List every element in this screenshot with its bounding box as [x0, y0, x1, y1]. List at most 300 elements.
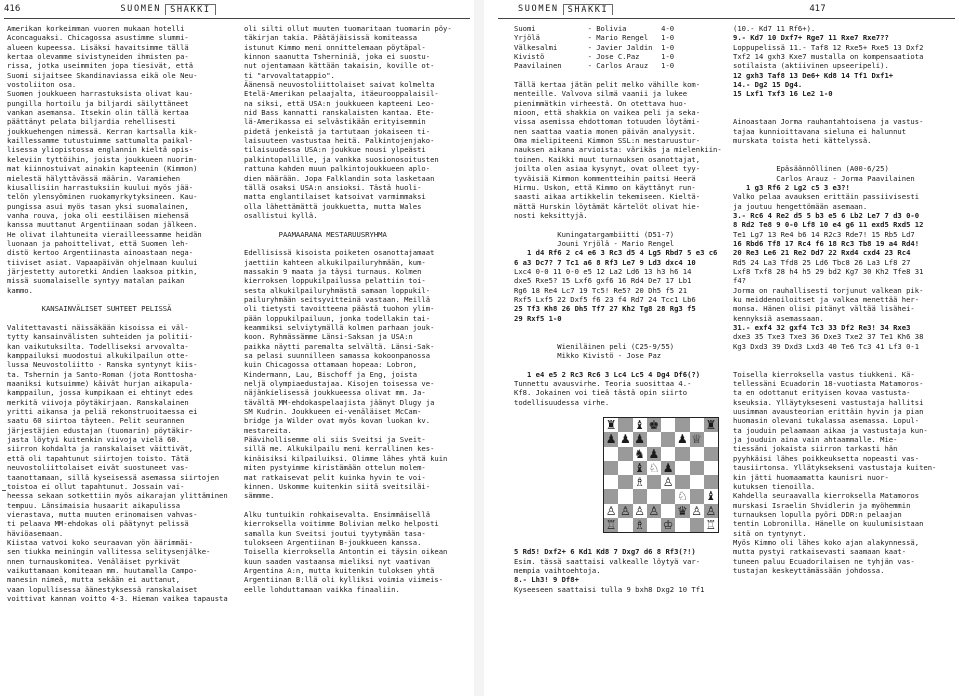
- board-square: [675, 447, 689, 461]
- text-line: kierroksen loppukilpailussa pelattiin toi-: [244, 276, 426, 286]
- text-line: ta. Tshernin ja Santo-Roman (jota Ronttosha-: [7, 369, 198, 379]
- text-line: tilaisuudessa USA:n joukkue nousi ylpeästi: [244, 145, 426, 155]
- text-line: mat ratkaisevat pelit kuinka hyvin te voi-: [244, 472, 426, 482]
- text-line: missä suomalaiselle syntyy matalan paikan: [7, 276, 185, 286]
- text-line: Esim. tässä saattaisi valkealle löytyä var-: [514, 556, 701, 566]
- board-square: [690, 418, 704, 432]
- board-square: [647, 432, 661, 446]
- text-line: sotilaista (aktiivinen upseeripeli).: [733, 61, 889, 71]
- text-line: ta jouduin pelaamaan aikaa ja vastustaja kun-: [733, 425, 928, 435]
- text-line: vostoliiton osa.: [7, 80, 77, 90]
- text-line: Edellisissä kisoista poiketen osanottajamaat: [244, 248, 435, 258]
- text-line: tiiviset asiat. Vapaapäivän ohjelmaan kuului: [7, 257, 198, 267]
- text-line: samalla kun Sveitsi joutui tyytymään tasa-: [244, 528, 426, 538]
- text-line: [733, 351, 957, 360]
- text-line: Etelä-Amerikan pelaajalta, itäeurooppalaisil-: [244, 89, 439, 99]
- left-page-header: [4, 4, 216, 15]
- text-line: Kg3 Dxd3 39 Dxd3 Lxd3 40 Te6 Tc3 41 Lf3 0-1: [733, 341, 920, 351]
- text-line: manesin nimeä, mutta sekään ei auttanut,: [7, 575, 181, 585]
- text-line: Rd5 24 La3 Tfd8 25 Ld6 Tbc8 26 La3 Lf8 27: [733, 257, 911, 267]
- text-line: tempuu. Länsimaisia husaarit aikapulissa: [7, 500, 181, 510]
- text-line: ku meiddenoiloitset ja valkea menettää her-: [733, 294, 920, 304]
- text-line: Rxf5 Lxf5 22 Dxf5 f6 23 f4 Rd7 24 Tcc1 Lb6: [514, 294, 696, 304]
- text-line: kuun saaden vastaansa mieliksi nyt vaativan: [244, 556, 431, 566]
- text-line: 8.- Lh3! 9 Df8+: [514, 575, 579, 585]
- board-square: ♟: [662, 460, 674, 475]
- text-line: Kyseeseen saattaisi tulla 9 bxh8 Dxg2 10 Tf1: [514, 584, 705, 594]
- text-line: turnauksen lopulla pyöri DDR:n pelaajan: [733, 509, 902, 519]
- text-line: että oli tapahtunut siirtojen toisto. Tätä: [7, 453, 189, 463]
- text-line: kaillessamme tutustuimme sattumalta paikal-: [7, 136, 194, 146]
- right-header-section: SUOMEN: [518, 4, 559, 14]
- text-line: pienimmätkin virheestä. On otettava huo-: [514, 98, 688, 108]
- text-line: laisuuteen vastustaa heitä. Palkintojenjako-: [244, 136, 435, 146]
- text-line: [514, 71, 726, 80]
- board-square: ♖: [705, 517, 717, 532]
- text-line: [733, 145, 957, 154]
- text-line: mutta pystyi ratkaisevasti saamaan kaat-: [733, 547, 907, 557]
- text-line: distö kertoo Argentiinasta ainoastaan nega-: [7, 248, 194, 258]
- text-line: vaan lopullisessa äänestyksessä ranskalaiset: [7, 584, 198, 594]
- text-line: jaettiin kahteen alkukilpailuryhmään, kum-: [244, 257, 426, 267]
- text-line: kierroksella voitimme Bolivian melko helposti: [244, 519, 439, 529]
- text-line: sesta alkukilpailuryhmästä samaan loppukil-: [244, 285, 431, 295]
- text-line: 1 d4 Rf6 2 c4 e6 3 Rc3 d5 4 Lg5 Rbd7 5 e3 c6: [514, 248, 718, 258]
- text-line: [244, 239, 474, 248]
- board-square: [704, 475, 718, 489]
- board-square: [690, 489, 704, 503]
- text-line: kinnon saanutta Tsherniniä, joka ei suostu-: [244, 52, 431, 62]
- right-page: [484, 0, 959, 696]
- text-line: joilta olen asiaa kysynyt, ovat olleet tyy-: [514, 164, 701, 174]
- board-square: ♕: [691, 432, 702, 447]
- right-column-2: [733, 24, 957, 575]
- text-line: kutuksen tienoilla.: [733, 481, 816, 491]
- text-line: [733, 360, 957, 369]
- board-square: ♙: [634, 503, 645, 518]
- text-line: murskata toista heti kättelyssä.: [733, 136, 872, 146]
- board-square: ♝: [705, 489, 717, 504]
- text-line: [7, 314, 239, 323]
- text-line: keammiksi selviytymällä kolmen parhaan jouk-: [244, 323, 435, 332]
- text-line: täkirjan takia. Päätäjäisissä komiteassa: [244, 33, 418, 43]
- text-line: Suomi - Bolivia 4-0: [514, 24, 675, 33]
- text-line: kamppailun, jossa kumpikaan ei ehtinyt edes: [7, 388, 194, 398]
- board-square: ♚: [648, 418, 660, 433]
- text-line: nut ojentamaan kättään takaisin, koville ot-: [244, 61, 435, 71]
- text-line: pailuryhmään seitsyvitteinä vastaan. Meillä: [244, 294, 431, 304]
- text-line: rattuna kahden muun palkintojoukkueen aplo-: [244, 164, 431, 174]
- board-square: ♙: [648, 503, 660, 518]
- text-line: osallistui kyllä.: [244, 210, 318, 220]
- text-line: Suomi sijaitsee Skandinaviassa eikä ole Neu-: [7, 70, 198, 80]
- text-line: bridge ja Wilder ovat myös kovan luokan kv.: [244, 416, 431, 426]
- text-line: tävältä MM-ehdokaspelaajista jäänyt Dlugy ja: [244, 397, 435, 407]
- text-line: nen saattaa vaatia monen päivän analyysit.: [514, 126, 696, 136]
- board-square: [618, 518, 632, 532]
- board-square: ♗: [634, 517, 645, 532]
- board-square: ♟: [605, 432, 617, 447]
- left-column-1: [7, 24, 239, 603]
- right-header-rule: [498, 18, 955, 19]
- text-line: 9.- Kd7 10 Dxf7+ Rge7 11 Rxe7 Rxe7??: [733, 33, 889, 43]
- text-line: taanottamaan, sillä kyseisessä asemassa siirtojen: [7, 472, 220, 482]
- text-line: neuvostoliittolaiset eivät suostuneet vas-: [7, 463, 189, 473]
- text-line: Txf2 14 gxh3 Kxe7 mustalla on kompensaatiota: [733, 52, 924, 62]
- text-line: Valko pelaa avauksen erittäin passiivisesti: [733, 192, 920, 202]
- text-line: 6 a3 Dc7? 7 Tc1 a6 8 Rf3 Le7 9 Ld3 dxc4 10: [514, 257, 696, 267]
- text-line: kan vaikutuksilta. Todelliseksi arvovalta-: [7, 341, 189, 351]
- board-square: [661, 447, 675, 461]
- text-line: ja joutuu hengettömään asemaan.: [733, 201, 868, 211]
- board-square: ♖: [605, 517, 617, 532]
- right-page-number: 417: [809, 4, 826, 14]
- board-square: [618, 447, 632, 461]
- text-line: tustajan keskeyttämässään johdossa.: [733, 565, 885, 575]
- text-line: Hirmu. Uskon, että Kimmo on käyttänyt run-: [514, 182, 696, 192]
- board-square: [675, 518, 689, 532]
- text-line: 1 e4 e5 2 Rc3 Rc6 3 Lc4 Lc5 4 Dg4 Df6(?): [514, 369, 701, 379]
- text-line: lisessa yliopistossa englannin kieltä opis-: [7, 145, 194, 155]
- page-gutter: [474, 0, 484, 696]
- board-square: ♔: [662, 517, 674, 532]
- text-line: olla lähettämättä joukkuetta, mutta Wales: [244, 201, 422, 211]
- right-page-header: [514, 4, 826, 15]
- board-square: ♗: [634, 475, 645, 490]
- board-square: [618, 418, 632, 432]
- board-square: ♙: [662, 475, 674, 490]
- board-square: ♙: [619, 503, 631, 518]
- text-line: tiessäni jokaista siirron tarkasti hän: [733, 444, 898, 454]
- text-line: SM Kudrin. Joukkueen ei-venäläiset McCam-: [244, 407, 422, 417]
- text-line: paikka näytti paremalta selvältä. Länsi-Sak-: [244, 341, 435, 351]
- board-square: ♟: [648, 446, 660, 461]
- board-square: ♞: [634, 446, 645, 461]
- board-square: [604, 461, 618, 475]
- text-line: siirron kohdalta ja ranskalaiset väittivät,: [7, 444, 194, 454]
- text-line: Kivistö - Jose C.Paz 1-0: [514, 52, 675, 62]
- text-line: 29 Rxf5 1-0: [514, 313, 562, 323]
- text-line: mioon, että shakkia on vaikea peli ja seka-: [514, 108, 701, 118]
- text-line: 1 g3 Rf6 2 Lg2 c5 3 e3?!: [733, 182, 850, 192]
- text-line: kin jätti huomaamatta kaunisri nuor-: [733, 472, 889, 482]
- text-line: Wieniläinen peli (C25-9/55): [514, 341, 675, 351]
- text-line: 20 Re3 Le6 21 Re2 Dd7 22 Rxd4 cxd4 23 Rc4: [733, 248, 911, 258]
- text-line: saatu 60 siirtoa täyteen. Pelit seurannen: [7, 416, 185, 426]
- text-line: 25 Tf3 Kh8 26 Dh5 Tf7 27 Kh2 Tg8 28 Rg3 f5: [514, 304, 696, 314]
- text-line: kseuksia. Ylläytykseseni vastustaja hallitsi: [733, 397, 924, 407]
- text-line: [244, 220, 474, 229]
- text-line: sillä me. Alkukilpailu meni kerrallinen kes-: [244, 444, 435, 454]
- board-square: ♝: [634, 460, 645, 475]
- board-square: [604, 475, 618, 489]
- text-line: Kindermann, Lau, Bischoff ja Eng, joista: [244, 369, 418, 379]
- text-line: 8 Rd2 Te8 9 0-0 Lf8 10 e4 g6 11 exd5 Rxd5 12: [733, 220, 924, 230]
- text-line: tulokseen Argentiinan B-joukkueen kanssa.: [244, 537, 422, 547]
- text-line: matta englantilaiset katsoivat varmimmaksi: [244, 192, 426, 202]
- text-line: Äänensä neuvostoliittolaiset saivat kolmelta: [244, 80, 435, 90]
- board-square: [647, 518, 661, 532]
- text-line: Mikko Kivistö - Jose Paz: [514, 351, 662, 361]
- text-line: tentin Lobronilla. Hänelle on kuulumisistaan: [733, 519, 924, 529]
- text-line: Välkesalmi - Javier Jaldin 1-0: [514, 42, 675, 52]
- text-line: todellisuudessa virhe.: [514, 397, 610, 407]
- text-line: tellessäni Ecuadorin 18-vuotiasta Matamoros-: [733, 379, 924, 389]
- text-line: 3.- Rc6 4 Re2 d5 5 b3 e5 6 Lb2 Le7 7 d3 0-0: [733, 210, 920, 220]
- text-line: päättänyt pelata biljardia rehellisesti: [7, 117, 176, 127]
- text-line: pään loppukilpailuun, jonka todellakin tai-: [244, 313, 431, 323]
- text-line: Lxc4 0-0 11 0-0 e5 12 La2 Ld6 13 h3 h6 14: [514, 266, 692, 276]
- text-line: maaniksi kutsuimme) käivät hurjan aikapula-: [7, 379, 194, 389]
- text-line: neljä olympiaedustajaa. Kisojen toisessa ve-: [244, 379, 435, 389]
- text-line: [733, 155, 957, 164]
- text-line: Toisella kierroksella vastus tiukkeni. Kä-: [733, 369, 915, 379]
- text-line: pungissa asui myös tasan yksi suomalainen,: [7, 201, 189, 211]
- text-line: heessa sekaan sotkettiin myös aikarajan ylittäminen: [7, 491, 228, 501]
- text-line: f4?: [733, 276, 746, 286]
- margin-mark: [2, 490, 6, 491]
- text-line: sämmme.: [244, 491, 275, 501]
- text-line: mat kiinnostuivat ainakin kapteenin (Kimmon): [7, 164, 198, 174]
- board-square: [704, 461, 718, 475]
- text-line: Suomen joukkueen harrastuksista olivat kau-: [7, 89, 194, 99]
- text-line: miten pystyimme kiristämään ottelun molem-: [244, 463, 426, 473]
- text-line: Kiistaa vatvoi koko seuraavan yön äärimmäi-: [7, 537, 194, 547]
- text-line: telön ylensyöminen ruokamyrkytyksineen. Kau-: [7, 192, 198, 202]
- text-line: nauksen aikana arvioista: värikäs ja mielenkiin-: [514, 145, 722, 155]
- text-line: kuin Chicagossa ottamaan hopeaa: Lobron,: [244, 360, 418, 370]
- text-line: [514, 407, 726, 416]
- text-line: kinäisiksi kilpailuiksi. Olimme lähes yhtä kuin: [244, 453, 448, 463]
- text-line: näjänkielisessä joukkueessa olivat mm. Ja-: [244, 388, 426, 398]
- text-line: Jouni Yrjölä - Mario Rengel: [514, 238, 675, 248]
- text-line: [514, 220, 726, 229]
- text-line: tytty kansainvälisten suhteiden ja politii-: [7, 332, 194, 342]
- text-line: nnen turnauskomitea. Venäläiset pyrkivät: [7, 556, 181, 566]
- text-line: (10.- Kd7 11 Rf6+).: [733, 24, 816, 33]
- text-line: kertaa olevamme sivistyneiden ihmisten pa-: [7, 52, 189, 62]
- text-line: nosti keksittyjä.: [514, 210, 588, 220]
- text-line: voittivat kannan voitto 4-3. Hieman vaikea tapausta: [7, 593, 228, 603]
- text-line: uusimman avausteorian erittäin hyvin ja pian: [733, 407, 924, 417]
- board-square: ♟: [676, 432, 688, 447]
- text-line: järjestäjien edustajan (tuomarin) pöytäkir-: [7, 425, 194, 435]
- text-line: Carlos Arauz - Jorma Paavilainen: [733, 173, 915, 183]
- board-square: ♝: [634, 418, 645, 433]
- text-line: rissa, jotka useimmiten jopa tiesivät, että: [7, 61, 194, 71]
- text-line: eelle lohduttamaan vaikka finaaliin.: [244, 584, 400, 594]
- text-line: Amerikan korkeimman vuoren mukaan hotelli: [7, 24, 185, 33]
- text-line: Jorma on rauhallisesti torjunut valkean pik-: [733, 285, 924, 295]
- text-line: vankan asemansa. Itsekin olin tällä kertaa: [7, 108, 189, 118]
- text-line: merkitä viivoja pöytäkirjaan. Ranskalainen: [7, 397, 189, 407]
- text-line: mättä Hurskin löytämät kärtelöt olivat hie-: [514, 201, 701, 211]
- text-line: kiusallisiin harrastuksiin kuului myös jää-: [7, 182, 194, 192]
- left-column-2: [244, 24, 474, 594]
- left-header-tab: SHAKKI: [165, 4, 216, 15]
- text-line: kinnen. Uskomme kuitenkin siitä sveitsiläi-: [244, 481, 431, 491]
- text-line: murskasi Israelin Shvidlerin ja myöhemmin: [733, 500, 911, 510]
- text-line: [244, 501, 474, 510]
- text-line: toinen. Kaikki muut turnauksen osanottajat,: [514, 154, 701, 164]
- board-square: [675, 475, 689, 489]
- board-square: ♜: [705, 418, 717, 433]
- text-line: kamppailuksi muodostui alkukilpailun otte-: [7, 351, 189, 361]
- text-line: Myös Kimmo oli lähes koko ajan alakynnessä,: [733, 537, 920, 547]
- board-square: [661, 504, 675, 518]
- text-line: vanha rouva, joka oli eestiläisen miehensä: [7, 210, 189, 220]
- text-line: häviöasemaan.: [7, 528, 64, 538]
- chess-diagram: [603, 417, 719, 533]
- board-square: [704, 432, 718, 446]
- text-line: monsa. Hänen olisi pitänyt vältää lisähei-: [733, 304, 915, 314]
- board-square: [690, 461, 704, 475]
- left-header-rule: [4, 18, 470, 19]
- text-line: Kuningatargambiitti (D51-7): [514, 229, 675, 239]
- text-line: pungilla hortoilu ja biljardi säilyttäneet: [7, 98, 189, 108]
- text-line: sa pelasi suunnilleen samassa kokoonpanossa: [244, 351, 431, 361]
- text-line: [733, 108, 957, 117]
- text-line: mestareita.: [244, 425, 292, 435]
- text-line: 14.- Dg2 15 Dg4.: [733, 80, 803, 90]
- board-square: [633, 489, 647, 503]
- text-line: dxe5 Rxe5? 15 Lxf6 gxf6 16 Rd4 De7 17 Lb1: [514, 276, 692, 286]
- text-line: kammo.: [7, 285, 33, 295]
- board-square: [604, 489, 618, 503]
- text-line: istunut Kimmo meni onnittelemaan pöytäpal-: [244, 42, 426, 52]
- board-square: [690, 447, 704, 461]
- text-line: Päävihollisemme oli siis Sveitsi ja Sveit-: [244, 435, 426, 445]
- board-square: ♙: [605, 503, 617, 518]
- board-square: [618, 461, 632, 475]
- text-line: alueen kupeessa. Lisäksi havaitsimme tällä: [7, 42, 189, 52]
- text-line: KANSAINVÄLISET SUHTEET PELISSÄ: [7, 304, 172, 314]
- text-line: pyyhkäisi lähes poikkeuksetta nopeasti vas-: [733, 453, 920, 463]
- text-line: ja jouduin aina vain ahtaammalle. Mie-: [733, 435, 898, 445]
- text-line: vierastava, mutta muuten erinomaisen vahvas-: [7, 509, 198, 519]
- text-line: Oma mielipiteeni Kimmon SSL:n mestaruustur-: [514, 136, 701, 146]
- text-line: Lxf8 Txf8 28 h4 h5 29 bd2 Kg7 30 Kh2 Tfe8 31: [733, 266, 924, 276]
- text-line: [733, 99, 957, 108]
- board-square: [675, 461, 689, 475]
- text-line: saasti aikaa artikkelin tekemiseen. Kieltä-: [514, 192, 701, 202]
- text-line: järjestetty autoretki Andien laaksoa pitkin,: [7, 266, 198, 276]
- board-square: [704, 447, 718, 461]
- text-line: 5 Rd5! Dxf2+ 6 Kd1 Kd8 7 Dxg7 d6 8 Rf3(?!): [514, 547, 696, 557]
- board-square: ♜: [605, 418, 617, 433]
- text-line: vissa asemissa ehdottoman totuuden löytämi-: [514, 117, 701, 127]
- text-line: Argentina A:n, mutta kuitenkin tuloksen yhtä: [244, 565, 435, 575]
- text-line: huomasin olevani tukalassa asemassa. Lopul-: [733, 416, 920, 426]
- text-line: nid Bass kannatti ranskalaisten kantaa. Ete-: [244, 108, 435, 118]
- text-line: dien määrään. Jopa Falklandin sota lasketaan: [244, 173, 435, 183]
- board-square: [618, 475, 632, 489]
- board-square: [661, 489, 675, 503]
- text-line: Tällä kertaa jätän pelit melko vähille kom-: [514, 80, 701, 90]
- board-square: ♙: [691, 503, 702, 518]
- text-line: Te1 Lg7 13 Re4 b6 14 R2c3 Rde7! 15 Rb5 Ld7: [733, 229, 915, 239]
- text-line: ti "arvovaltatappio".: [244, 70, 335, 80]
- text-line: sen tiukka meiningin vallitessa selitysenjälke-: [7, 547, 211, 557]
- text-line: vaikuttamaan komiteaan mm. huutamalla Campo-: [7, 565, 198, 575]
- text-line: jasta löytyi kuitenkin viivoja vielä 60.: [7, 435, 181, 445]
- left-header-section: SUOMEN: [120, 4, 162, 14]
- text-line: mempia vaihtoehtoja.: [514, 565, 601, 575]
- text-line: keleviin tyttöihin, joista joukkueen nuorim-: [7, 154, 198, 164]
- text-line: ta en odottanut erityisen kovaa vastusta-: [733, 388, 911, 398]
- board-square: ♙: [705, 503, 717, 518]
- text-line: Tunnettu avausvirhe. Teoria suosittaa 4.-: [514, 379, 692, 389]
- text-line: mielestä hälyttävässä määrin. Varamiehen: [7, 173, 181, 183]
- text-line: Rg6 18 Re4 Lc7 19 Tc5! Re5? 20 Dh5 f5 21: [514, 285, 688, 295]
- text-line: yritti aikansa ja peliä rekonstruoitaessa ei: [7, 407, 198, 417]
- board-square: ♟: [619, 432, 631, 447]
- board-square: [604, 447, 618, 461]
- text-line: luonaan ja pahoittelivat, että Suomen leh-: [7, 238, 189, 248]
- board-square: ♘: [648, 460, 660, 475]
- board-square: [690, 475, 704, 489]
- text-line: 15 Lxf1 Txf3 16 Le2 1-0: [733, 89, 833, 99]
- text-line: [514, 332, 726, 341]
- right-header-tab: SHAKKI: [563, 4, 614, 15]
- text-line: Aconcaguaksi. Chicagossa asustimme slummi-: [7, 33, 189, 43]
- text-line: tällä osaksi USA:n ansioksi. Tästä huoli-: [244, 182, 422, 192]
- text-line: Toisella kierroksella Antontin ei täysin oikean: [244, 547, 448, 557]
- text-line: Loppupelissä 11.- Taf8 12 Rxe5+ Rxe5 13 Dxf2: [733, 42, 924, 52]
- board-square: ♘: [676, 489, 688, 504]
- board-square: [618, 489, 632, 503]
- left-page-number: 416: [4, 4, 21, 14]
- text-line: 31.- exf4 32 gxf4 Tc3 33 Df2 Re3! 34 Rxe3: [733, 323, 911, 332]
- text-line: Argentiinan B:llä oli kylliksi voimia viimeis-: [244, 575, 444, 585]
- board-square: [690, 518, 704, 532]
- text-line: kanssa muuttanut Argentiinaan sodan jälkeen.: [7, 220, 198, 230]
- left-page: [0, 0, 474, 696]
- text-line: massakin 9 maata ja täysi turnaus. Kolmen: [244, 266, 422, 276]
- board-square: ♛: [676, 503, 688, 518]
- board-square: [661, 432, 675, 446]
- text-line: [514, 323, 726, 332]
- board-square: [647, 489, 661, 503]
- text-line: [514, 538, 726, 547]
- text-line: oli tietysti tavoitteena päästä tuohon ylim-: [244, 304, 435, 314]
- text-line: [514, 360, 726, 369]
- text-line: Kahdella seuraavalla kierroksella Matamoros: [733, 491, 920, 501]
- text-line: kennyksiä asemassaan.: [733, 313, 824, 323]
- text-line: ti pelaava MM-ehdokas oli päätynyt pelissä: [7, 519, 189, 529]
- text-line: Kf8. Jokainen voi tieä tästä opin siirto: [514, 388, 688, 398]
- text-line: dxe3 35 Txe3 Txe3 36 Dxe3 Txe2 37 Te1 Kh6 38: [733, 332, 924, 342]
- text-line: 12 gxh3 Taf8 13 De6+ Kd8 14 Tf1 Dxf1+: [733, 70, 894, 80]
- text-line: Paavilainen - Carlos Arauz 1-0: [514, 61, 675, 71]
- text-line: sitä on tyntynyt.: [733, 528, 807, 538]
- text-line: na siksi, että USA:n joukkueen kapteeni Leo-: [244, 98, 435, 108]
- text-line: tausiirtonsa. Yllätyksekseni vastustaja kuiten-: [733, 463, 937, 473]
- text-line: Ainoastaan Jorma rauhantahtoisena ja vastus-: [733, 117, 924, 127]
- text-line: Valitettavasti näissäkään kisoissa ei väl-: [7, 323, 189, 332]
- board-square: [661, 418, 675, 432]
- board-square: [675, 418, 689, 432]
- text-line: pidetä jenkeistä ja tartutaan jokaiseen ti-: [244, 126, 431, 136]
- text-line: lä-Amerikassa ei selvästikään erityisemmin: [244, 117, 426, 127]
- text-line: oli silti ollut muuten tuomaritaan tuomarin pöy-: [244, 24, 452, 33]
- text-line: Yrjölä - Mario Rengel 1-0: [514, 33, 675, 43]
- text-line: tyväisiä Kimmon kommentteihin paitsi Heerä: [514, 173, 696, 183]
- text-line: menteille. Valvova silmä vaanii ja lukee: [514, 89, 688, 99]
- text-line: tuneen paluu Ecuadorilaisen ne tyhjän vas-: [733, 556, 915, 566]
- board-square: ♟: [634, 432, 645, 447]
- text-line: PAAMAARANA MESTARUUSRYHMA: [244, 229, 387, 239]
